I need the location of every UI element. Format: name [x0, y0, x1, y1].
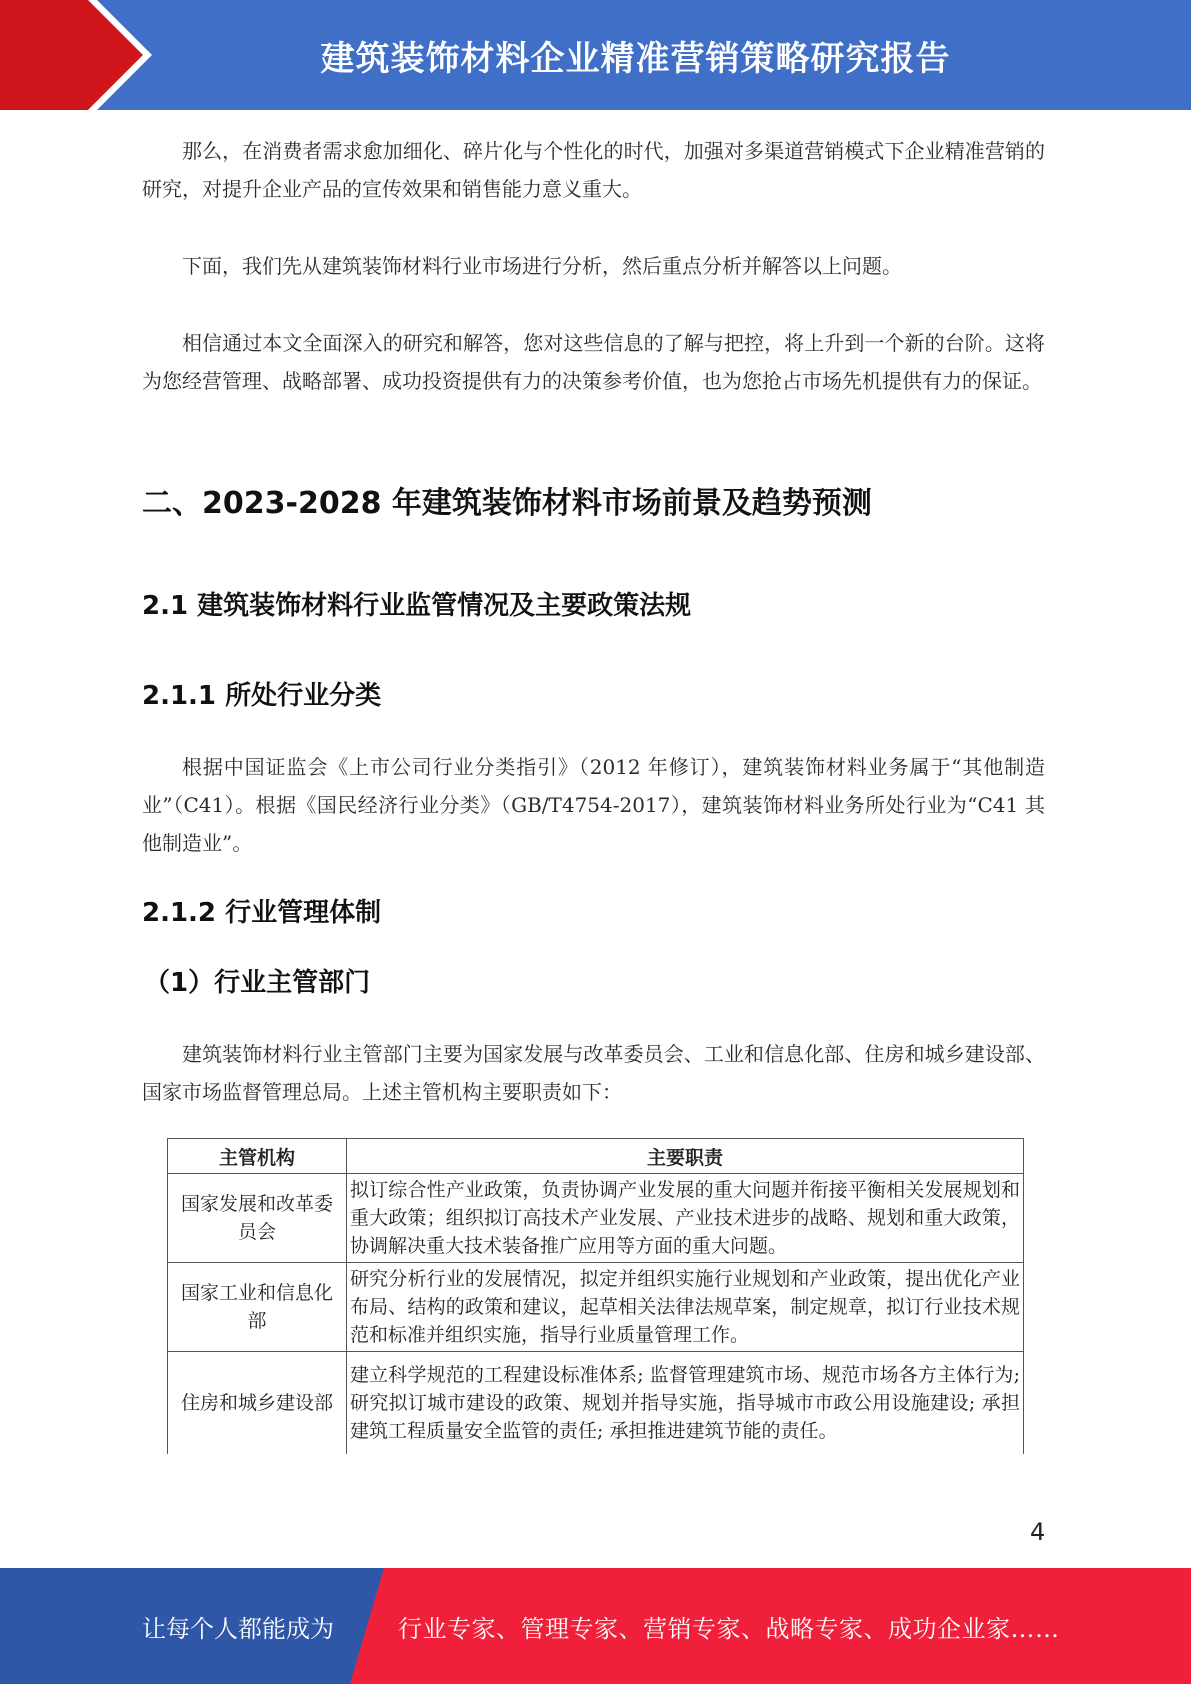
subsection-heading-2-1-2: 2.1.2 行业管理体制 — [142, 898, 382, 928]
section-heading: 二、2023-2028 年建筑装饰材料市场前景及趋势预测 — [142, 486, 872, 521]
table-cell-duty: 建立科学规范的工程建设标准体系; 监督管理建筑市场、规范市场各方主体行为; 研究拟订城市建设的政策、规划并指导实施，指导城市市政公用设施建设; 承担建筑工程质量安全监管的责任; 承担推进建筑节能的责任。 — [347, 1352, 1024, 1455]
sub-heading-authority: （1）行业主管部门 — [144, 968, 371, 998]
subsection-heading-2-1-1: 2.1.1 所处行业分类 — [142, 681, 382, 711]
table-cell-duty: 研究分析行业的发展情况，拟定并组织实施行业规划和产业政策，提出优化产业布局、结构的政策和建议，起草相关法律法规草案，制定规章，拟订行业技术规范和标准并组织实施，指导行业质量管理工作。 — [347, 1263, 1024, 1352]
table-header-row — [168, 1139, 1024, 1174]
intro-paragraph-3: 相信通过本文全面深入的研究和解答，您对这些信息的了解与把控，将上升到一个新的台阶。这将为您经营管理、战略部署、成功投资提供有力的决策参考价值，也为您抢占市场先机提供有力的保证。 — [142, 331, 1045, 393]
table-cell-duty: 拟订综合性产业政策，负责协调产业发展的重大问题并衔接平衡相关发展规划和重大政策；组织拟订高技术产业发展、产业技术进步的战略、规划和重大政策，协调解决重大技术装备推广应用等方面的重大问题。 — [347, 1174, 1024, 1263]
page-footer — [0, 1568, 1191, 1684]
table-row — [168, 1352, 1024, 1455]
table-cell-org: 国家工业和信息化部 — [168, 1263, 347, 1352]
table-header-org: 主管机构 — [168, 1139, 347, 1174]
header-arrow-decoration — [0, 0, 160, 110]
footer-slogan-right: 行业专家、管理专家、营销专家、战略专家、成功企业家…… — [398, 1614, 1060, 1643]
table-row — [168, 1174, 1024, 1263]
table-header-duty: 主要职责 — [347, 1139, 1024, 1174]
table-cell-org: 国家发展和改革委员会 — [168, 1174, 347, 1263]
table-row — [168, 1263, 1024, 1352]
authority-paragraph: 建筑装饰材料行业主管部门主要为国家发展与改革委员会、工业和信息化部、住房和城乡建设部、国家市场监督管理总局。上述主管机构主要职责如下： — [142, 1042, 1045, 1104]
intro-paragraph-1: 那么，在消费者需求愈加细化、碎片化与个性化的时代，加强对多渠道营销模式下企业精准营销的研究，对提升企业产品的宣传效果和销售能力意义重大。 — [142, 139, 1045, 201]
industry-classification-paragraph: 根据中国证监会《上市公司行业分类指引》（2012 年修订），建筑装饰材料业务属于“其他制造业”（C41）。根据《国民经济行业分类》（GB/T4754-2017），建筑装饰材料业务所处行业为“C41 其他制造业”。 — [142, 755, 1045, 855]
intro-paragraph-2: 下面，我们先从建筑装饰材料行业市场进行分析，然后重点分析并解答以上问题。 — [182, 254, 902, 278]
page-header — [0, 0, 1191, 110]
subsection-heading-2-1: 2.1 建筑装饰材料行业监管情况及主要政策法规 — [142, 591, 692, 621]
page-number: 4 — [1030, 1518, 1046, 1546]
footer-slogan-left: 让每个人都能成为 — [142, 1614, 334, 1643]
header-title: 建筑装饰材料企业精准营销策略研究报告 — [320, 38, 951, 79]
authority-duties-table — [167, 1138, 1024, 1454]
table-cell-org: 住房和城乡建设部 — [168, 1352, 347, 1455]
